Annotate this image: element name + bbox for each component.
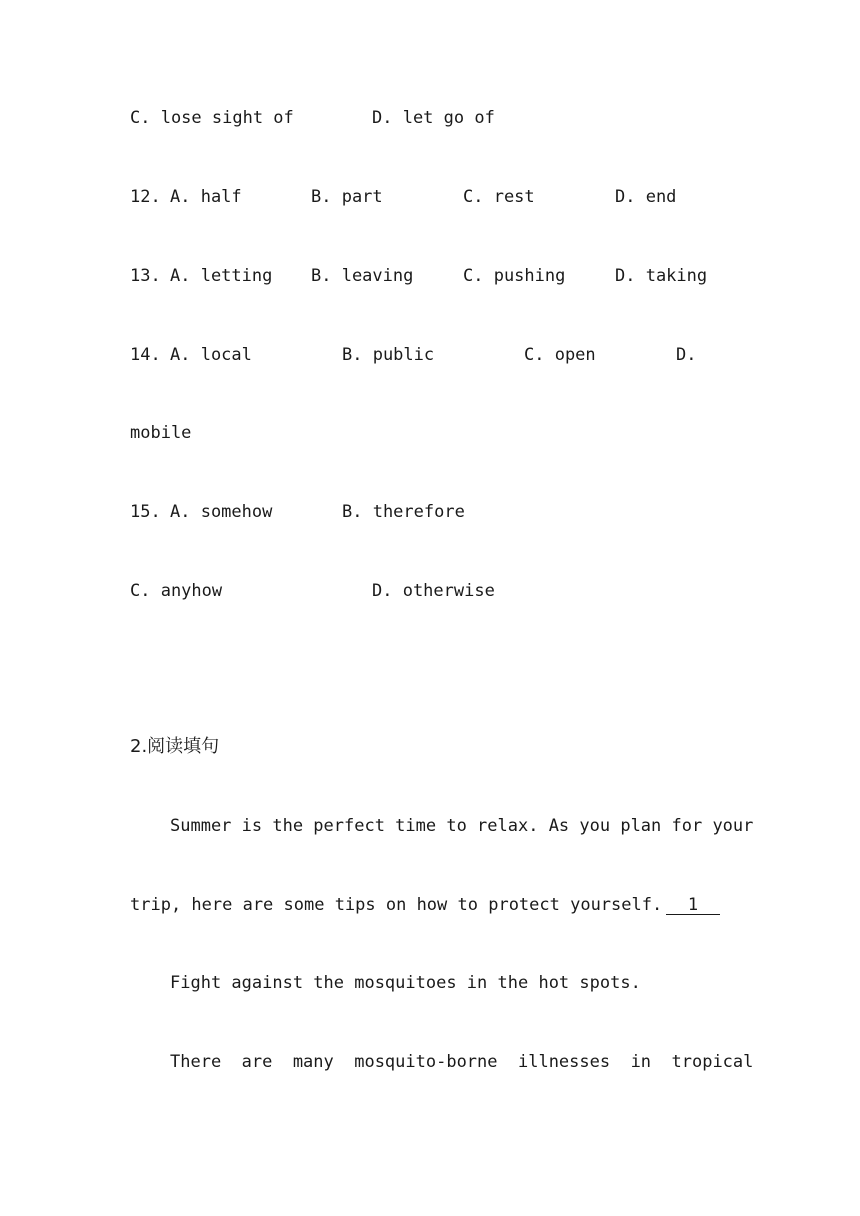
q15-option-d: D. otherwise [372,581,495,601]
q12-option-b: B. part [311,187,383,207]
q13-option-d: D. taking [615,266,708,286]
q15-number: 15. [130,502,161,522]
q15-option-c: C. anyhow [130,581,223,601]
q13-option-a: A. letting [170,266,273,286]
q14-option-d-wrap: mobile [130,423,192,443]
q15-option-a: A. somehow [170,502,273,522]
q15-option-b: B. therefore [342,502,465,522]
blank-number: 1 [666,896,720,915]
tip-heading-mosquitoes: Fight against the mosquitoes in the hot spots. [170,973,641,993]
q13-option-b: B. leaving [311,266,414,286]
q12-number: 12. [130,187,161,207]
q12-option-d: D. end [615,187,677,207]
q13-option-c: C. pushing [463,266,566,286]
q11-option-c: C. lose sight of [130,108,294,128]
q14-option-d: D. [676,345,697,365]
q12-option-a: A. half [170,187,242,207]
q14-option-a: A. local [170,345,252,365]
q12-option-c: C. rest [463,187,535,207]
paragraph-1-line-2: trip, here are some tips on how to protect yourself. [130,895,663,915]
q14-number: 14. [130,345,161,365]
q13-number: 13. [130,266,161,286]
paragraph-2-line-1: There are many mosquito-borne illnesses in tropical [170,1052,754,1072]
q14-option-c: C. open [524,345,596,365]
paragraph-1-line-1: Summer is the perfect time to relax. As you plan for your [170,816,754,836]
q11-option-d: D. let go of [372,108,495,128]
section-heading: 2.阅读填句 [130,736,220,757]
answer-blank-1 [666,894,720,916]
q14-option-b: B. public [342,345,435,365]
